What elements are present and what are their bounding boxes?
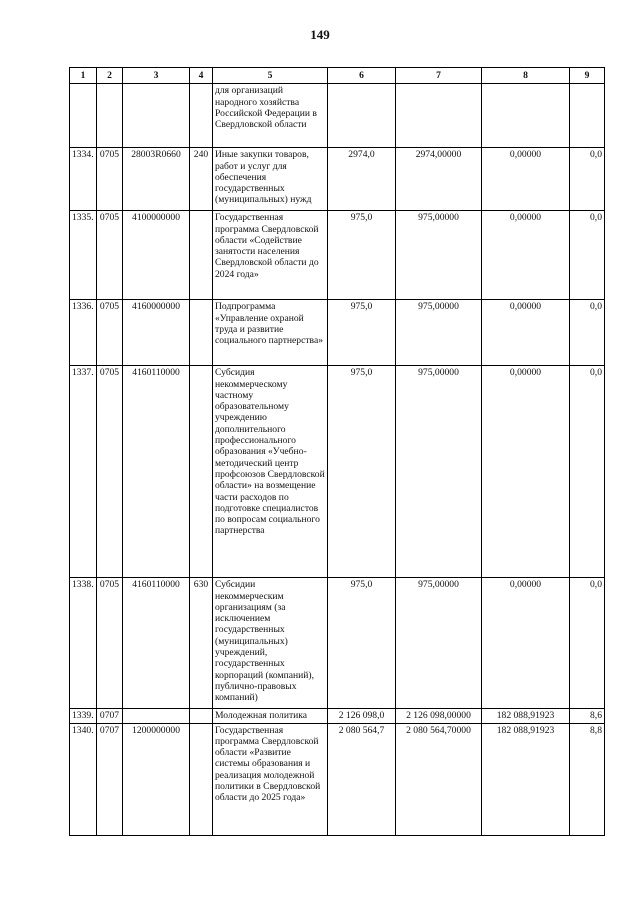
remaining-amount-cell: 0,00000	[482, 148, 570, 211]
page-number: 149	[310, 27, 330, 42]
expense-type-cell	[190, 723, 213, 835]
percent-cell: 0,0	[570, 300, 605, 366]
executed-amount-cell	[396, 84, 482, 148]
executed-amount-cell: 2974,00000	[396, 148, 482, 211]
target-code-cell: 4160000000	[123, 300, 190, 366]
section-code-cell	[97, 84, 123, 148]
remaining-amount-cell	[482, 84, 570, 148]
target-code-cell	[123, 709, 190, 723]
section-code-cell: 0707	[97, 709, 123, 723]
table-row	[70, 300, 605, 366]
percent-cell: 8,8	[570, 723, 605, 835]
plan-amount-cell: 975,0	[328, 366, 396, 578]
section-code-cell: 0705	[97, 211, 123, 300]
section-code-cell: 0707	[97, 723, 123, 835]
plan-amount-cell: 975,0	[328, 211, 396, 300]
item-name-cell: Государственная программа Свердловской области «Развитие системы образования и реализация молодежной политики в Свердловской области до 2025 года»	[213, 723, 328, 835]
executed-amount-cell: 975,00000	[396, 300, 482, 366]
target-code-cell: 4100000000	[123, 211, 190, 300]
remaining-amount-cell: 0,00000	[482, 300, 570, 366]
header-cell: 8	[482, 68, 570, 84]
item-name-cell: Субсидия некоммерческому частному образовательному учреждению дополнительного профессионального образования «Учебно-методический центр профсоюзов Свердловской области» на возмещение части расходов по подготовке специалистов по вопросам социального партнерства	[213, 366, 328, 578]
remaining-amount-cell: 182 088,91923	[482, 723, 570, 835]
table-row	[70, 709, 605, 723]
item-name-cell: Иные закупки товаров, работ и услуг для обеспечения государственных (муниципальных) нужд	[213, 148, 328, 211]
plan-amount-cell: 2974,0	[328, 148, 396, 211]
expense-type-cell	[190, 211, 213, 300]
remaining-amount-cell: 0,00000	[482, 366, 570, 578]
expense-type-cell: 240	[190, 148, 213, 211]
row-number-cell: 1335.	[70, 211, 97, 300]
percent-cell	[570, 84, 605, 148]
plan-amount-cell: 2 126 098,0	[328, 709, 396, 723]
header-cell: 6	[328, 68, 396, 84]
table-row	[70, 723, 605, 835]
target-code-cell: 4160110000	[123, 578, 190, 709]
item-name-cell: для организаций народного хозяйства Российской Федерации в Свердловской области	[213, 84, 328, 148]
plan-amount-cell: 975,0	[328, 578, 396, 709]
target-code-cell: 1200000000	[123, 723, 190, 835]
header-cell: 2	[97, 68, 123, 84]
plan-amount-cell	[328, 84, 396, 148]
executed-amount-cell: 975,00000	[396, 366, 482, 578]
target-code-cell: 28003R0660	[123, 148, 190, 211]
row-number-cell: 1334.	[70, 148, 97, 211]
table-row	[70, 211, 605, 300]
header-cell: 7	[396, 68, 482, 84]
expense-type-cell	[190, 709, 213, 723]
item-name-cell: Субсидии некоммерческим организациям (за исключением государственных (муниципальных) учреждений, государственных корпораций (компаний), публично-правовых компаний)	[213, 578, 328, 709]
section-code-cell: 0705	[97, 366, 123, 578]
target-code-cell	[123, 84, 190, 148]
percent-cell: 0,0	[570, 211, 605, 300]
section-code-cell: 0705	[97, 578, 123, 709]
row-number-cell: 1336.	[70, 300, 97, 366]
header-cell: 1	[70, 68, 97, 84]
expense-type-cell: 630	[190, 578, 213, 709]
table-row	[70, 148, 605, 211]
table-row	[70, 578, 605, 709]
executed-amount-cell: 2 080 564,70000	[396, 723, 482, 835]
table-header-row	[70, 68, 605, 84]
item-name-cell: Государственная программа Свердловской области «Содействие занятости населения Свердловской области до 2024 года»	[213, 211, 328, 300]
header-cell: 3	[123, 68, 190, 84]
section-code-cell: 0705	[97, 300, 123, 366]
item-name-cell: Подпрограмма «Управление охраной труда и развитие социального партнерства»	[213, 300, 328, 366]
expense-type-cell	[190, 300, 213, 366]
table-row	[70, 84, 605, 148]
percent-cell: 0,0	[570, 366, 605, 578]
header-cell: 4	[190, 68, 213, 84]
row-number-cell	[70, 84, 97, 148]
plan-amount-cell: 2 080 564,7	[328, 723, 396, 835]
table-row	[70, 366, 605, 578]
row-number-cell: 1338.	[70, 578, 97, 709]
plan-amount-cell: 975,0	[328, 300, 396, 366]
budget-table	[69, 67, 605, 836]
header-cell: 5	[213, 68, 328, 84]
expense-type-cell	[190, 366, 213, 578]
remaining-amount-cell: 182 088,91923	[482, 709, 570, 723]
remaining-amount-cell: 0,00000	[482, 211, 570, 300]
percent-cell: 0,0	[570, 578, 605, 709]
remaining-amount-cell: 0,00000	[482, 578, 570, 709]
item-name-cell: Молодежная политика	[213, 709, 328, 723]
percent-cell: 0,0	[570, 148, 605, 211]
percent-cell: 8,6	[570, 709, 605, 723]
row-number-cell: 1337.	[70, 366, 97, 578]
row-number-cell: 1340.	[70, 723, 97, 835]
row-number-cell: 1339.	[70, 709, 97, 723]
executed-amount-cell: 975,00000	[396, 578, 482, 709]
executed-amount-cell: 2 126 098,00000	[396, 709, 482, 723]
target-code-cell: 4160110000	[123, 366, 190, 578]
section-code-cell: 0705	[97, 148, 123, 211]
expense-type-cell	[190, 84, 213, 148]
header-cell: 9	[570, 68, 605, 84]
executed-amount-cell: 975,00000	[396, 211, 482, 300]
